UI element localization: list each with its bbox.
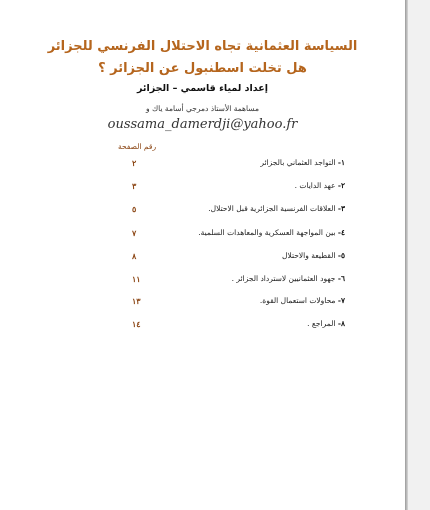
toc-entry bbox=[120, 181, 345, 195]
toc-title: محاولات استعمال القوة. bbox=[259, 296, 336, 305]
viewer-gutter bbox=[408, 0, 430, 510]
toc-entry bbox=[120, 274, 345, 288]
toc-title: عهد الدايات . bbox=[294, 181, 336, 190]
toc-title: بين المواجهة العسكرية والمعاهدات السلمية. bbox=[198, 228, 336, 237]
toc-page-number: ١١ bbox=[132, 274, 141, 284]
toc-index: ٦- bbox=[337, 274, 345, 283]
toc-page-number: ٧ bbox=[132, 228, 137, 238]
toc-entry bbox=[120, 228, 345, 242]
toc-page-number: ٨ bbox=[132, 251, 137, 261]
toc-entry-text bbox=[282, 251, 345, 260]
toc-title: التواجد العثماني بالجزائر bbox=[260, 158, 336, 167]
document-title-line-2: هل تخلت اسطنبول عن الجزائر ؟ bbox=[98, 61, 307, 76]
toc-entry-text bbox=[232, 274, 345, 283]
toc-title: المراجع . bbox=[307, 319, 336, 328]
author-email: oussama_damerdji@yahoo.fr bbox=[107, 117, 298, 132]
toc-index: ٣- bbox=[337, 204, 345, 213]
toc-entry-text bbox=[260, 158, 345, 167]
toc-index: ٢- bbox=[337, 181, 345, 190]
toc-entry bbox=[120, 296, 345, 310]
toc-index: ٥- bbox=[337, 251, 345, 260]
toc-page-number: ٣ bbox=[132, 181, 137, 191]
toc-index: ٧- bbox=[337, 296, 345, 305]
toc-entry bbox=[120, 251, 345, 265]
document-title-line-1: السياسة العثمانية تجاه الاحتلال الفرنسي للجزائر bbox=[47, 39, 358, 54]
page-number-column-header: رقم الصفحة bbox=[118, 142, 157, 151]
toc-title: القطيعة والاحتلال bbox=[282, 251, 336, 260]
toc-page-number: ٢ bbox=[132, 158, 137, 168]
toc-page-number: ١٤ bbox=[132, 319, 141, 329]
author-line: إعداد لمياء قاسمي – الجزائر bbox=[136, 83, 268, 94]
toc-index: ١- bbox=[337, 158, 345, 167]
toc-title: جهود العثمانيين لاسترداد الجزائر . bbox=[231, 274, 336, 283]
toc-page-number: ٥ bbox=[132, 204, 137, 214]
toc-entry bbox=[120, 319, 345, 333]
toc-page-number: ١٣ bbox=[132, 296, 141, 306]
toc-entry bbox=[120, 204, 345, 218]
contribution-line: مساهمة الأستاذ دمرجي أسامة ياك و bbox=[145, 104, 259, 113]
toc-entry-text bbox=[295, 181, 345, 190]
toc-entry bbox=[120, 158, 345, 172]
toc-index: ٨- bbox=[337, 319, 345, 328]
toc-entry-text bbox=[208, 204, 345, 213]
toc-entry-text bbox=[307, 319, 345, 328]
toc-entry-text bbox=[198, 228, 345, 237]
toc-index: ٤- bbox=[337, 228, 345, 237]
toc-title: العلاقات الفرنسية الجزائرية قبل الاحتلال. bbox=[208, 204, 336, 213]
toc-entry-text bbox=[260, 296, 345, 305]
